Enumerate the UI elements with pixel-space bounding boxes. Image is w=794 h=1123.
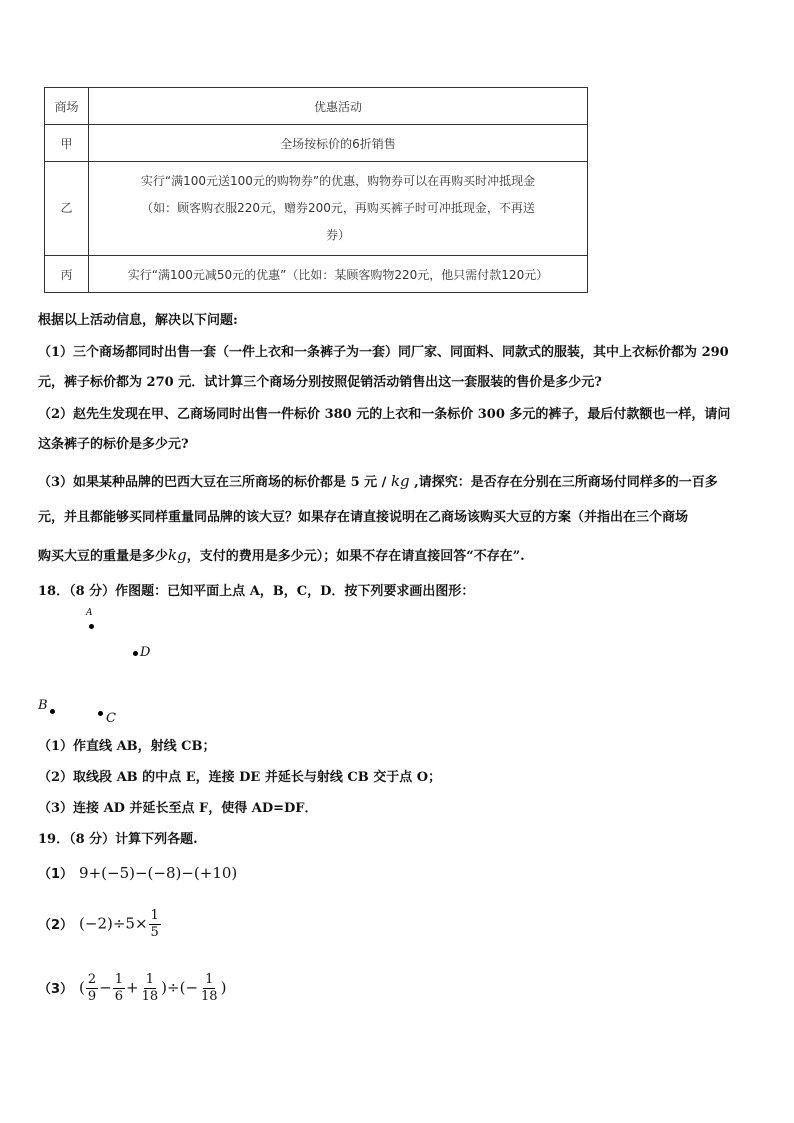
table-row <box>45 162 588 256</box>
table-row <box>45 125 588 162</box>
paren-close: ) <box>220 978 227 997</box>
denominator: 9 <box>87 989 97 1004</box>
denominator: 18 <box>141 989 159 1004</box>
expr1: 9+(−5)−(−8)−(+10) <box>79 864 238 882</box>
q19-label-2: （2） <box>38 917 74 933</box>
q17-part2: （2）赵先生发现在甲、乙商场同时出售一件标价 380 元的上衣和一条标价 300 多元的裤子，最后付款额也一样，请问 <box>38 407 731 422</box>
store-cell: 乙 <box>45 162 89 256</box>
store-cell: 丙 <box>45 256 89 293</box>
activity-line: （如：顾客购衣服220元，赠券200元，再购买裤子时可冲抵现金，不再送 <box>141 201 535 215</box>
q19-expr2 <box>38 908 162 941</box>
label-c: C <box>106 711 116 726</box>
q18-step3: （3）连接 AD 并延长至点 F，使得 AD=DF． <box>38 801 318 816</box>
label-a: A <box>86 608 93 618</box>
expr2-a: (−2)÷5× <box>79 914 148 933</box>
label-d: D <box>140 645 151 660</box>
q17-part3-text-d: ，支付的费用是多少元）；如果不存在请直接回答“不存在”. <box>186 549 525 564</box>
q17-part3-text-a: （3）如果某种品牌的巴西大豆在三所商场的标价都是 5 元 / <box>38 475 391 490</box>
q19-label-1: （1） <box>38 867 74 882</box>
point-c <box>98 711 103 716</box>
activity-cell: 全场按标价的6折销售 <box>89 125 588 162</box>
q17-part3-text-b: ,请探究：是否存在分别在三所商场付同样多的一百多 <box>409 475 718 490</box>
q19-expr3 <box>38 972 226 1005</box>
table-header-row <box>45 88 588 125</box>
header-activity: 优惠活动 <box>89 88 588 125</box>
operator: − <box>99 978 112 997</box>
q17-part3 <box>38 471 758 493</box>
store-cell: 甲 <box>45 125 89 162</box>
point-d <box>133 651 138 656</box>
q18-step2: （2）取线段 AB 的中点 E，连接 DE 并延长与射线 CB 交于点 O； <box>38 770 442 785</box>
fraction <box>140 972 161 1005</box>
promotion-table <box>44 87 588 293</box>
header-store: 商场 <box>45 88 89 125</box>
q17-part1: （1）三个商场都同时出售一套（一件上衣和一条裤子为一套）同厂家、同面料、同款式的服装，其中上衣标价都为 290 <box>38 345 729 360</box>
q17-part3-text-c: 购买大豆的重量是多少 <box>38 549 169 564</box>
activity-cell: 实行“满100元减50元的优惠”（比如：某顾客购物220元，他只需付款120元） <box>89 256 588 293</box>
fraction <box>113 972 125 1005</box>
fraction <box>199 972 220 1005</box>
q18-step1: （1）作直线 AB，射线 CB； <box>38 739 216 754</box>
q19-label-3: （3） <box>38 981 74 997</box>
activity-line: 券） <box>325 228 350 242</box>
q18-title: 18．（8 分）作图题：已知平面上点 A，B，C，D．按下列要求画出图形： <box>38 584 475 599</box>
numerator: 1 <box>205 972 214 987</box>
label-b: B <box>38 698 48 713</box>
fraction <box>86 972 98 1005</box>
q19-expr1 <box>38 863 237 882</box>
point-a <box>89 624 94 629</box>
table-row <box>45 256 588 293</box>
q17-intro: 根据以上活动信息，解决以下问题: <box>38 313 238 328</box>
q17-part3-cont2 <box>38 545 758 567</box>
q17-part3-cont: 元，并且都能够买同样重量同品牌的该大豆？如果存在请直接说明在乙商场该购买大豆的方案（并指出在三个商场 <box>38 510 689 525</box>
numerator: 2 <box>87 972 97 987</box>
unit-kg: kg <box>390 472 410 490</box>
q17-part2-cont: 这条裤子的标价是多少元? <box>38 437 189 452</box>
activity-cell <box>89 162 588 256</box>
paren-open: ( <box>79 978 85 997</box>
operator: + <box>126 978 139 997</box>
denominator: 18 <box>201 989 218 1004</box>
fraction <box>149 908 161 941</box>
divide-segment: )÷(− <box>161 978 199 997</box>
numerator: 1 <box>145 972 155 987</box>
numerator: 1 <box>114 972 124 987</box>
numerator: 1 <box>150 908 159 923</box>
activity-line: 实行“满100元送100元的购物券”的优惠，购物券可以在再购买时冲抵现金 <box>140 174 536 188</box>
unit-kg: kg <box>168 546 187 564</box>
q17-part1-cont: 元，裤子标价都为 270 元．试计算三个商场分别按照促销活动销售出这一套服装的售价是多少元? <box>38 375 602 390</box>
denominator: 5 <box>150 925 159 940</box>
point-b <box>50 709 55 714</box>
denominator: 6 <box>114 989 124 1004</box>
q19-title: 19．（8 分）计算下列各题. <box>38 832 198 847</box>
